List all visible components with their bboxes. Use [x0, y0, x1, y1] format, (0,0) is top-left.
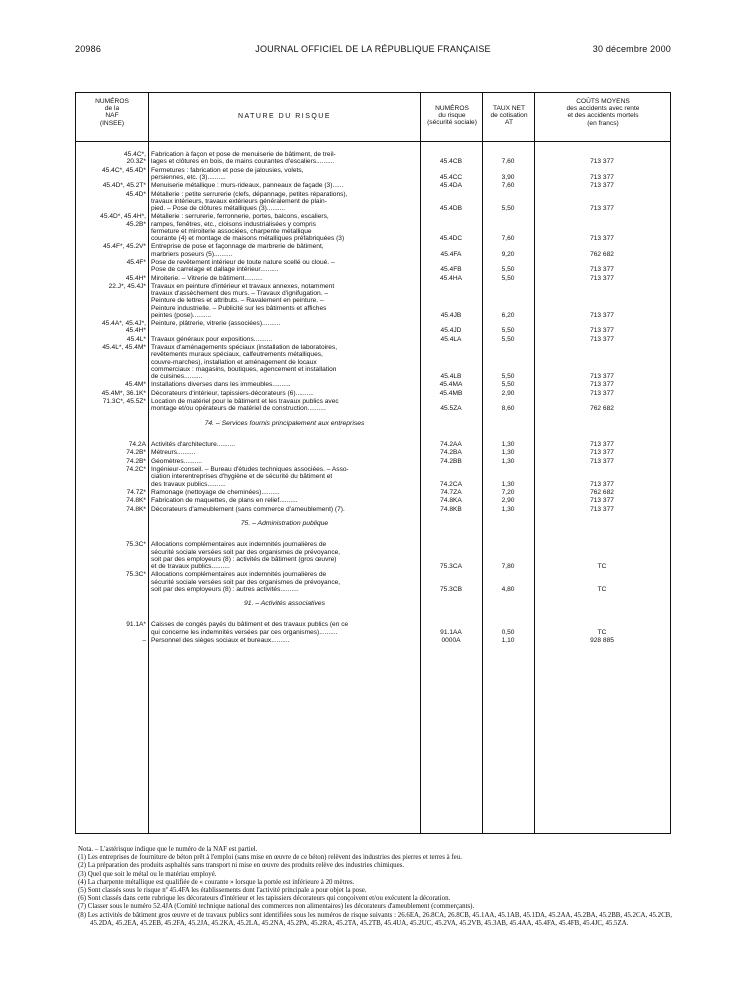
table-row: [76, 506, 670, 513]
risk-description: Fabrication de maquettes, de plans en relief..........: [151, 497, 298, 505]
risk-number: 74.7ZA: [440, 489, 462, 496]
risk-description: Métallerie : serrurerie, ferronnerie, portes, balcons, escaliers, rampes, fenêtres, etc., cloisons industrialisées y compris fermeture et miroiterie associées, charpente métallique courante (4) et montage de maisons métalliques préfabriquées (3): [151, 213, 345, 242]
naf-code: 45.4L*: [126, 335, 146, 343]
average-cost: 713 377: [590, 327, 614, 335]
risk-table: [75, 92, 671, 834]
table-row: [76, 320, 670, 334]
risk-description: Pose de revêtement intérieur de toute nature scellé ou cloué. – Pose de carrelage et dallage intérieur..........: [151, 259, 335, 274]
risk-number: 75.3CA: [440, 562, 462, 570]
footnote: (5) Sont classés sous le risque nº 45.4FA les établissements dont l'activité principale a pour objet la pose.: [78, 887, 367, 895]
average-cost: 713 377: [590, 182, 614, 190]
table-row: [76, 191, 670, 213]
risk-description: Travaux d'aménagements spéciaux (installation de laboratoires, revêtements muraux spéciaux, calfeutrements métalliques, couvre-marches), installation et aménagement de locaux commerciaux : magasins, boutiques, agencement et installation de cuisines..........: [151, 344, 338, 380]
risk-number: 45.4JB: [440, 311, 462, 319]
footnote: (3) Quel que soit le métal ou le matériau employé.: [78, 870, 217, 878]
contribution-rate: 3,90: [501, 173, 515, 181]
naf-code: 71.3C*, 45.5Z*: [102, 398, 146, 406]
nota-line: Nota. – L'astérisque indique que le numéro de la NAF est partiel.: [78, 846, 258, 853]
risk-description: Entreprise de pose et façonnage de marbrerie de bâtiment, marbriers poseurs (5)..........: [151, 243, 324, 258]
average-cost: TC: [597, 562, 607, 570]
table-row: [76, 259, 670, 273]
column-header-couts: COÛTS MOYENS des accidents avec rente et des accidents mortels (en francs): [566, 98, 640, 127]
risk-description: Géomètres..........: [151, 457, 202, 465]
table-row: [76, 489, 670, 496]
risk-number: 45.4LA: [440, 335, 462, 343]
risk-number: 45.4CB: [440, 158, 462, 166]
naf-code: 74.2B*: [126, 449, 146, 457]
naf-code: 74.8K*: [126, 497, 146, 505]
risk-number: 74.8KB: [440, 505, 462, 513]
naf-code: 45.4M*, 36.1K*: [101, 389, 146, 397]
table-row: [76, 182, 670, 189]
risk-description: Travaux généraux pour expositions..........: [151, 335, 273, 343]
section-heading: 91. – Activités associatives: [244, 600, 325, 608]
table-row: [76, 151, 670, 165]
risk-number: 0000A: [441, 637, 461, 644]
risk-description: Menuiserie métallique : murs-rideaux, panneaux de façade (3)......: [151, 182, 344, 190]
contribution-rate: 2,90: [501, 497, 515, 505]
average-cost: 713 377: [590, 372, 614, 380]
contribution-rate: 5,50: [501, 381, 515, 389]
table-row: [76, 571, 670, 593]
contribution-rate: 6,20: [501, 311, 515, 319]
risk-description: Allocations complémentaires aux indemnités journalières de sécurité sociale versées soit par des organismes de prévoyance, soit par des employeurs (8) : autres activités..........: [151, 571, 341, 593]
contribution-rate: 1,30: [501, 505, 515, 513]
naf-code: 74.2A: [128, 441, 146, 448]
average-cost: 713 377: [590, 173, 614, 181]
naf-code: 75.3C*: [125, 571, 146, 579]
table-row: [76, 449, 670, 456]
naf-code: 75.3C*: [125, 541, 146, 549]
contribution-rate: 0,50: [501, 628, 515, 636]
footnote: (8) Les activités de bâtiment gros œuvre et de travaux publics sont identifiées sous les numéros de risque suivants : 26.6EA, 26.8CA, 26.8CB, 45.1AA, 45.1AB, 45.1DA, 45.2AA, 45.2BA, 45.2BB, 45.2CA, 45.2CB, 45.2DA, 45.2EA, 45.2EB, 45.2FA, 45.2JA, 45.2KA, 45.2LA, 45.2NA, 45.2PA, 45.2RA, 45.2TA, 45.2TB, 45.4UA, 45.2UC, 45.2VA, 45.2VB, 45.3AB, 45.4AA, 45.4FA, 45.4FB, 45.4JC, 45.5ZA.: [78, 911, 672, 927]
table-body: [76, 141, 670, 833]
naf-code: 45.4D*: [125, 190, 146, 198]
risk-description: Allocations complémentaires aux indemnités journalières de sécurité sociale versées soit par des organismes de prévoyance, soit par des employeurs (8) : activités de bâtiment (gros œuvre) et de travaux publics..........: [151, 541, 341, 570]
risk-description: Personnel des sièges sociaux et bureaux..........: [151, 637, 290, 644]
naf-code: 45.4F*: [126, 259, 146, 266]
naf-code: 45.4D*, 45.2T*: [102, 182, 146, 190]
table-row: [76, 621, 670, 635]
contribution-rate: 7,60: [501, 234, 515, 242]
risk-number: 45.4JD: [440, 327, 462, 335]
average-cost: 713 377: [590, 505, 614, 513]
risk-description: Fabrication à façon et pose de menuiserie de bâtiment, de treil- lages et clôtures en bois, de mains courantes d'escaliers..........: [151, 151, 336, 166]
average-cost: 713 377: [590, 158, 614, 166]
average-cost: 713 377: [590, 234, 614, 242]
risk-number: 45.4LB: [440, 372, 462, 380]
contribution-rate: 5,50: [501, 274, 515, 282]
naf-code: 45.4D*, 45.4H*, 45.2B*: [100, 213, 146, 228]
naf-code: 45.4M*: [125, 381, 146, 389]
table-row: [76, 167, 670, 181]
contribution-rate: 5,50: [501, 327, 515, 335]
risk-number: 75.3CB: [440, 585, 462, 593]
contribution-rate: 5,50: [501, 266, 515, 274]
contribution-rate: 7,60: [501, 182, 515, 190]
publication-date: 30 décembre 2000: [592, 44, 671, 54]
risk-number: 74.2CA: [440, 480, 462, 488]
naf-code: 45.4F*, 45.2V*: [103, 243, 146, 251]
footnote: (1) Les entreprises de fourniture de béton prêt à l'emploi (sans mise en œuvre de ce béton) relèvent des industries des pierres et terres à feu.: [78, 854, 462, 862]
risk-description: Ingénieur-conseil. – Bureau d'études techniques associées. – Asso- ciation interentreprises d'hygiène et de sécurité du bâtiment et des travaux publics..........: [151, 466, 349, 488]
average-cost: 762 682: [590, 489, 614, 496]
risk-description: Fermetures : fabrication et pose de jalousies, volets, persiennes, etc. (3)..........: [151, 166, 304, 181]
average-cost: 713 377: [590, 204, 614, 212]
table-header: [76, 93, 670, 142]
average-cost: 713 377: [590, 449, 614, 457]
contribution-rate: 1,10: [501, 637, 515, 644]
average-cost: 713 377: [590, 311, 614, 319]
naf-code: 45.4H*: [125, 274, 146, 282]
risk-description: Décorateurs d'intérieur, tapissiers-décorateurs (6)..........: [151, 389, 314, 397]
risk-number: 45.4FA: [440, 250, 462, 258]
risk-number: 45.4FB: [440, 266, 462, 274]
contribution-rate: 7,20: [501, 489, 515, 496]
risk-description: Travaux en peinture d'intérieur et travaux annexes, notamment travaux d'assèchement des murs. – Travaux d'ignifugation. – Peinture de lettres et attributs. – Ravalement en peinture. – Peinture industrielle. – Publicité sur les bâtiments et affiches peintes (pose)..........: [151, 283, 335, 319]
footnotes: [78, 846, 672, 928]
contribution-rate: 5,50: [501, 372, 515, 380]
risk-description: Peinture, plâtrerie, vitrerie (associées)..........: [151, 320, 281, 328]
contribution-rate: 2,90: [501, 389, 515, 397]
contribution-rate: 8,60: [501, 405, 515, 413]
risk-description: Décorateurs d'ameublement (sans commerce d'ameublement) (7).: [151, 505, 345, 513]
risk-description: Installations diverses dans les immeubles..........: [151, 381, 291, 389]
footnote: (4) La charpente métallique est qualifiée de « courante » lorsque la portée est inférieure à 20 mètres.: [78, 878, 355, 886]
risk-number: 74.8KA: [440, 497, 462, 505]
risk-description: Métallerie : petite serrurerie (clefs, dépannage, petites réparations), travaux intérieurs, travaux extérieurs généralement de plain- pied. – Pose de clôtures métalliques (3)..........: [151, 190, 348, 212]
average-cost: 713 377: [590, 335, 614, 343]
contribution-rate: 5,50: [501, 335, 515, 343]
average-cost: 928 885: [590, 637, 614, 644]
naf-code: 74.2C*: [125, 466, 146, 474]
table-row: [76, 466, 670, 488]
risk-description: Ramonage (nettoyage de cheminées)..........: [151, 489, 280, 496]
table-row: [76, 243, 670, 257]
naf-code: 74.8K*: [126, 505, 146, 513]
naf-code: 74.7Z*: [126, 489, 146, 496]
naf-code: 22.J*, 45.4J*: [108, 283, 146, 290]
column-header-taux: TAUX NET de cotisation AT: [490, 105, 528, 127]
contribution-rate: 7,80: [501, 562, 515, 570]
table-row: [76, 390, 670, 397]
table-row: [76, 213, 670, 242]
naf-code: 45.4L*, 45.4M*: [102, 344, 146, 352]
risk-number: 45.5ZA: [440, 405, 462, 413]
contribution-rate: 4,80: [501, 585, 515, 593]
page-number: 20986: [75, 44, 102, 54]
average-cost: 713 377: [590, 457, 614, 465]
naf-code: 91.1A*: [126, 621, 146, 629]
risk-number: 45.4DA: [440, 182, 462, 190]
column-header-naf: NUMÉROS de la NAF (INSEE): [95, 98, 129, 127]
footnote: (6) Sont classés dans cette rubrique les décorateurs d'intérieur et les tapissiers décorateurs qui conçoivent et/ou exécutent la décoration.: [78, 895, 451, 903]
risk-number: 45.4CC: [439, 173, 463, 181]
contribution-rate: 9,20: [501, 250, 515, 258]
average-cost: 713 377: [590, 266, 614, 274]
section-heading: 75. – Administration publique: [240, 520, 329, 528]
naf-code: 45.4C*, 20.3Z*: [124, 151, 146, 166]
average-cost: 713 377: [590, 480, 614, 488]
average-cost: 762 682: [590, 250, 614, 258]
average-cost: 713 377: [590, 497, 614, 505]
risk-number: 45.4DB: [440, 204, 462, 212]
average-cost: 713 377: [590, 441, 614, 448]
table-row: [76, 398, 670, 412]
table-row: [76, 275, 670, 282]
column-header-numeros: NUMÉROS du risque (sécurité sociale): [427, 105, 477, 127]
table-row: [76, 441, 670, 448]
column-header-nature: NATURE DU RISQUE: [237, 113, 332, 120]
naf-code: 45.4C*, 45.4D*: [102, 166, 146, 174]
contribution-rate: 1,30: [501, 480, 515, 488]
table-row: [76, 637, 670, 644]
contribution-rate: 5,50: [501, 204, 515, 212]
table-row: [76, 381, 670, 388]
footnote: (7) Classer sous le numéro 52.4JA (Comité technique national des commerces non alimentaires) les décorateurs d'ameublement (commerçants).: [78, 903, 475, 911]
table-row: [76, 283, 670, 319]
average-cost: 713 377: [590, 389, 614, 397]
average-cost: TC: [597, 628, 607, 636]
risk-number: 45.4HA: [440, 274, 462, 282]
average-cost: 762 682: [590, 405, 614, 413]
risk-description: Caisses de congés payés du bâtiment et des travaux publics (en ce qui concerne les indemnités versées par ces organismes)..........: [151, 621, 349, 636]
table-row: [76, 344, 670, 380]
journal-title: JOURNAL OFFICIEL DE LA RÉPUBLIQUE FRANÇAISE: [255, 44, 491, 54]
table-row: [76, 497, 670, 504]
risk-description: Location de matériel pour le bâtiment et les travaux publics avec montage et/ou opérateurs de matériel de construction..........: [151, 398, 339, 413]
risk-description: Miroiterie. – Vitrerie de bâtiment..........: [151, 274, 263, 282]
average-cost: TC: [597, 585, 607, 593]
risk-number: 74.2BA: [440, 449, 462, 457]
table-row: [76, 458, 670, 465]
naf-code: –: [142, 637, 146, 644]
footnote: (2) La préparation des produits asphaltés sans transport ni mise en œuvre des produits relève des industries chimiques.: [78, 862, 405, 870]
risk-number: 45.4MB: [439, 389, 463, 397]
risk-number: 45.4MA: [439, 381, 463, 389]
risk-number: 45.4DC: [439, 234, 463, 242]
risk-description: Métreurs..........: [151, 449, 196, 457]
contribution-rate: 7,60: [501, 158, 515, 166]
table-row: [76, 541, 670, 570]
naf-code: 74.2B*: [126, 457, 146, 465]
average-cost: 713 377: [590, 381, 614, 389]
risk-description: Activités d'architecture..........: [151, 441, 236, 448]
section-heading: 74. – Services fournis principalement aux entreprises: [204, 419, 365, 427]
naf-code: 45.4A*, 45.4J*, 45.4H*: [102, 320, 146, 335]
risk-number: 91.1AA: [440, 628, 462, 636]
risk-number: 74.2AA: [440, 441, 462, 448]
contribution-rate: 1,30: [501, 449, 515, 457]
average-cost: 713 377: [590, 274, 614, 282]
table-row: [76, 336, 670, 343]
risk-number: 74.2BB: [440, 457, 462, 465]
contribution-rate: 1,30: [501, 457, 515, 465]
contribution-rate: 1,30: [501, 441, 515, 448]
